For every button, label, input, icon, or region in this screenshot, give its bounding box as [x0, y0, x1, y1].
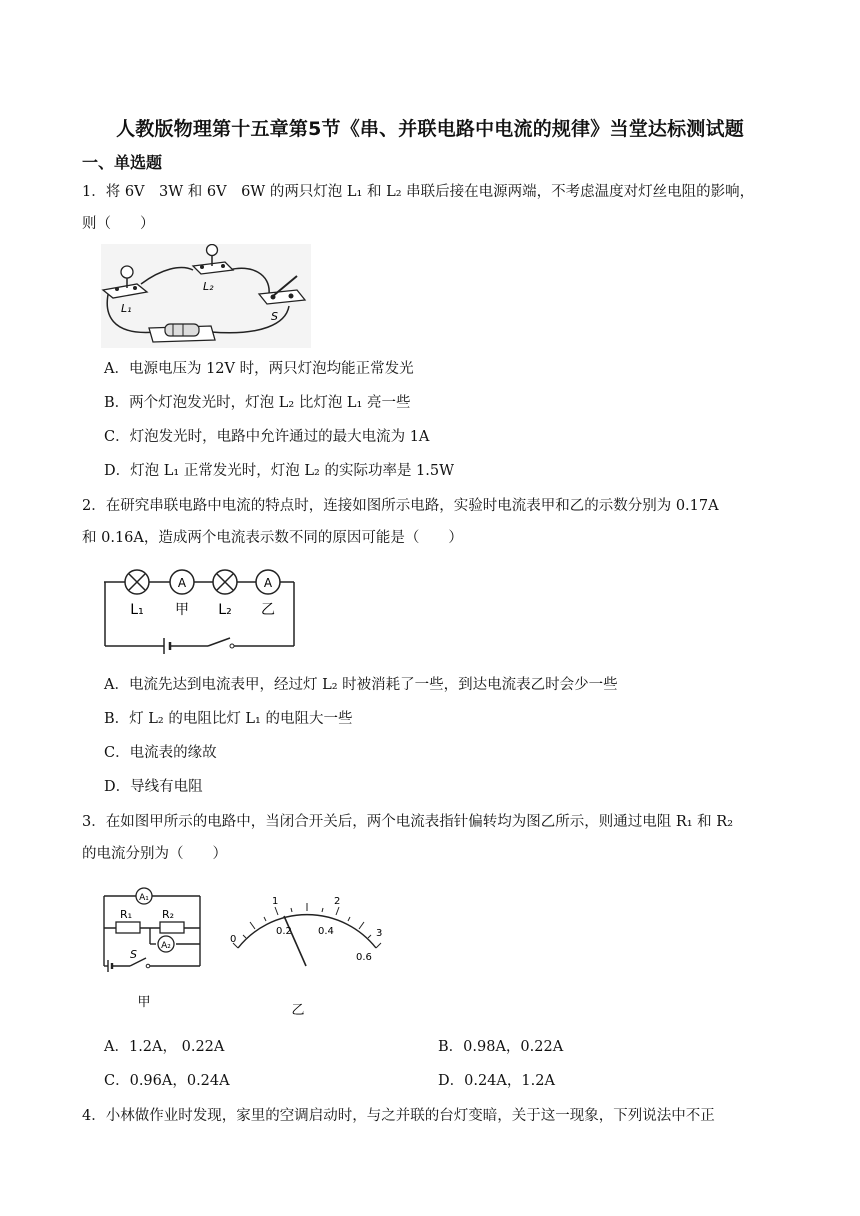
figure-3-label-jia: 甲 [137, 995, 151, 1010]
question-1-option-d[interactable]: D．灯泡 L₁ 正常发光时，灯泡 L₂ 的实际功率是 1.5W [104, 463, 455, 479]
dial-tick-0: 0 [230, 934, 237, 945]
question-2-option-d[interactable]: D．导线有电阻 [104, 779, 203, 795]
figure-2-label-yi: 乙 [261, 602, 275, 618]
figure-2-label-l1: L₁ [130, 602, 144, 618]
page-title: 人教版物理第十五章第5节《串、并联电路中电流的规律》当堂达标测试题 [116, 118, 744, 140]
question-2-line-1: 2．在研究串联电路中电流的特点时，连接如图所示电路，实验时电流表甲和乙的示数分别为 0.17A [82, 498, 719, 514]
figure-1-label-s: S [271, 310, 278, 323]
ammeter-yi-symbol: A [263, 576, 273, 590]
figure-2-label-l2: L₂ [218, 602, 232, 618]
figure-3-label-r1: R₁ [120, 908, 133, 921]
question-1-line-1: 1．将 6V 3W 和 6V 6W 的两只灯泡 L₁ 和 L₂ 串联后接在电源两端，不考虑温度对灯丝电阻的影响， [82, 184, 755, 200]
question-2-option-a[interactable]: A．电流先达到电流表甲，经过灯 L₂ 时被消耗了一些，到达电流表乙时会少一些 [104, 677, 618, 693]
question-2-line-2: 和 0.16A，造成两个电流表示数不同的原因可能是（ ） [82, 530, 463, 546]
section-heading: 一、单选题 [82, 153, 163, 172]
figure-3-label-a1: A₁ [139, 893, 149, 903]
dial-tick-2: 2 [334, 896, 341, 907]
dial-tick-0-4: 0.4 [318, 926, 334, 937]
figure-3-label-yi: 乙 [291, 1003, 305, 1018]
question-3-option-b[interactable]: B．0.98A，0.22A [438, 1039, 564, 1055]
figure-1-label-l1: L₁ [121, 302, 132, 315]
figure-3-label-s: S [130, 948, 137, 961]
question-1-text [82, 176, 782, 240]
question-2-option-c[interactable]: C．电流表的缘故 [104, 745, 217, 761]
question-1-option-b[interactable]: B．两个灯泡发光时，灯泡 L₂ 比灯泡 L₁ 亮一些 [104, 395, 411, 411]
question-1-option-c[interactable]: C．灯泡发光时，电路中允许通过的最大电流为 1A [104, 429, 430, 445]
question-2-text [82, 490, 782, 554]
question-3-figure-yi [222, 886, 392, 1020]
question-4-line-1: 4．小林做作业时发现，家里的空调启动时，与之并联的台灯变暗，关于这一现象，下列说法中不正 [82, 1108, 715, 1124]
question-4-text [82, 1100, 782, 1132]
figure-2-label-jia: 甲 [175, 602, 189, 618]
figure-3-label-a2: A₂ [161, 941, 171, 951]
question-1-figure [101, 244, 311, 348]
ammeter-jia-symbol: A [177, 576, 187, 590]
dial-tick-1: 1 [272, 896, 279, 907]
question-3-text [82, 806, 782, 870]
question-1-option-a[interactable]: A．电源电压为 12V 时，两只灯泡均能正常发光 [104, 361, 414, 377]
question-3-line-2: 的电流分别为（ ） [82, 846, 227, 862]
question-3-figure-jia [100, 884, 210, 1014]
dial-tick-0-6: 0.6 [356, 952, 372, 963]
question-1-line-2: 则（ ） [82, 216, 155, 232]
question-3-option-d[interactable]: D．0.24A，1.2A [438, 1073, 555, 1089]
figure-1-label-l2: L₂ [203, 280, 214, 293]
figure-3-label-r2: R₂ [162, 908, 175, 921]
dial-tick-3: 3 [376, 928, 383, 939]
question-3-line-1: 3．在如图甲所示的电路中，当闭合开关后，两个电流表指针偏转均为图乙所示，则通过电阻 R₁ 和 R₂ [82, 814, 734, 830]
question-3-option-a[interactable]: A．1.2A， 0.22A [104, 1039, 225, 1055]
question-3-option-c[interactable]: C．0.96A，0.24A [104, 1073, 230, 1089]
question-2-option-b[interactable]: B．灯 L₂ 的电阻比灯 L₁ 的电阻大一些 [104, 711, 353, 727]
question-2-figure [104, 566, 300, 662]
dial-tick-0-2: 0.2 [276, 926, 292, 937]
